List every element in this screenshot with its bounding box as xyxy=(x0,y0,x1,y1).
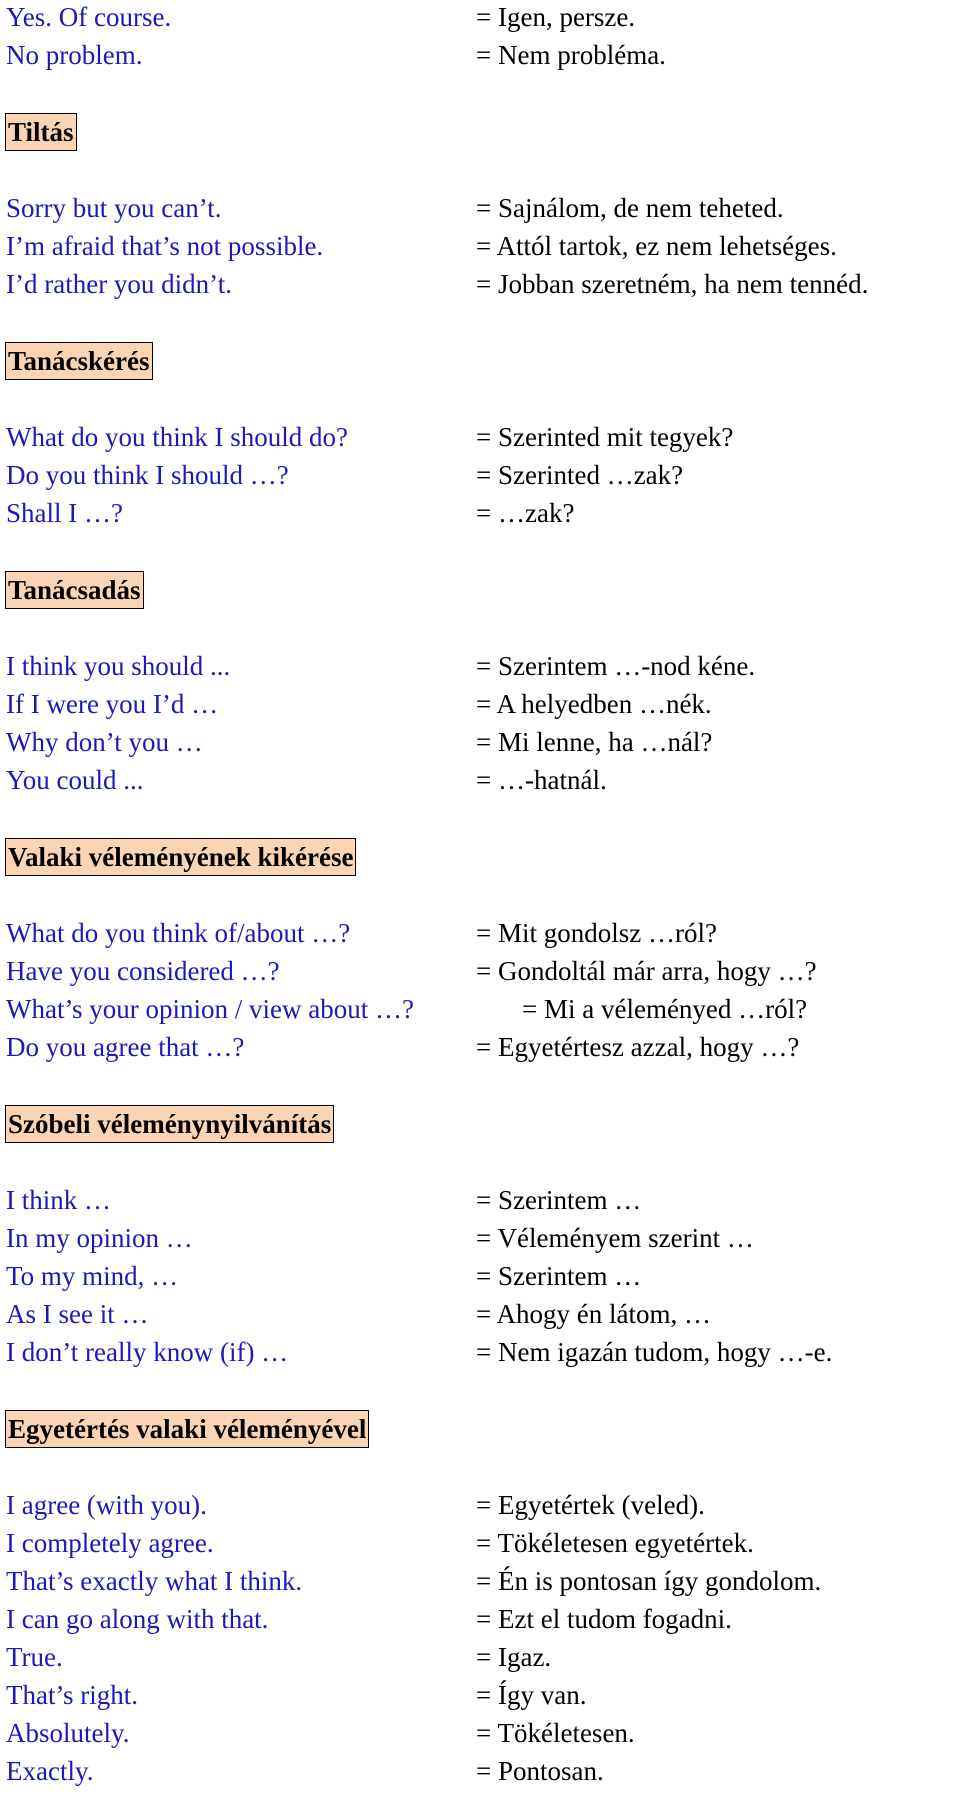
phrase-row xyxy=(6,1752,956,1790)
phrase-row xyxy=(6,1562,956,1600)
english-phrase: I can go along with that. xyxy=(6,1604,269,1634)
section-heading: Egyetértés valaki véleményével xyxy=(5,1410,369,1448)
phrase-row xyxy=(6,265,956,303)
english-phrase: That’s right. xyxy=(6,1680,138,1710)
english-phrase: I’m afraid that’s not possible. xyxy=(6,231,324,261)
english-phrase: I don’t really know (if) … xyxy=(6,1337,289,1367)
phrase-row xyxy=(6,1486,956,1524)
english-phrase: To my mind, … xyxy=(6,1261,179,1291)
phrase-section xyxy=(6,303,956,532)
english-phrase: That’s exactly what I think. xyxy=(6,1566,303,1596)
english-phrase: Yes. Of course. xyxy=(6,2,172,32)
english-phrase: Have you considered …? xyxy=(6,956,280,986)
phrase-row xyxy=(6,1333,956,1371)
english-phrase: Exactly. xyxy=(6,1756,94,1786)
english-phrase: Sorry but you can’t. xyxy=(6,193,222,223)
english-phrase: Absolutely. xyxy=(6,1718,130,1748)
english-phrase: I agree (with you). xyxy=(6,1490,207,1520)
english-phrase: If I were you I’d … xyxy=(6,689,219,719)
hungarian-translation: = Egyetértesz azzal, hogy …? xyxy=(476,1032,800,1062)
phrase-row xyxy=(6,418,956,456)
phrase-row xyxy=(6,990,956,1028)
phrase-row xyxy=(6,952,956,990)
phrase-section xyxy=(6,799,956,1066)
english-phrase: What’s your opinion / view about …? xyxy=(6,994,414,1024)
section-heading: Tanácsadás xyxy=(5,571,144,609)
phrase-section xyxy=(6,532,956,799)
english-phrase: You could ... xyxy=(6,765,144,795)
phrase-row xyxy=(6,1600,956,1638)
hungarian-translation: = Nem probléma. xyxy=(476,40,666,70)
hungarian-translation: = Szerintem …-nod kéne. xyxy=(476,651,756,681)
hungarian-translation: = Tökéletesen egyetértek. xyxy=(476,1528,754,1558)
hungarian-translation: = Tökéletesen. xyxy=(476,1718,635,1748)
section-heading: Tanácskérés xyxy=(5,342,153,380)
phrase-section xyxy=(6,74,956,303)
hungarian-translation: = Véleményem szerint … xyxy=(476,1223,754,1253)
hungarian-translation: = Egyetértek (veled). xyxy=(476,1490,705,1520)
hungarian-translation: = Így van. xyxy=(476,1680,587,1710)
phrase-row xyxy=(6,1257,956,1295)
hungarian-translation: = Igen, persze. xyxy=(476,2,636,32)
english-phrase: True. xyxy=(6,1642,63,1672)
hungarian-translation: = Mi a véleményed …ról? xyxy=(522,994,808,1024)
hungarian-translation: = …zak? xyxy=(476,498,575,528)
phrase-row xyxy=(6,1219,956,1257)
hungarian-translation: = A helyedben …nék. xyxy=(476,689,712,719)
phrase-section xyxy=(6,1371,956,1790)
english-phrase: What do you think I should do? xyxy=(6,422,348,452)
phrase-row xyxy=(6,1181,956,1219)
hungarian-translation: = Nem igazán tudom, hogy …-e. xyxy=(476,1337,833,1367)
phrase-row xyxy=(6,685,956,723)
english-phrase: As I see it … xyxy=(6,1299,149,1329)
phrase-row xyxy=(6,1676,956,1714)
hungarian-translation: = Sajnálom, de nem teheted. xyxy=(476,193,784,223)
hungarian-translation: = Szerinted …zak? xyxy=(476,460,684,490)
hungarian-translation: = Mi lenne, ha …nál? xyxy=(476,727,713,757)
english-phrase: I think … xyxy=(6,1185,111,1215)
phrase-row xyxy=(6,723,956,761)
english-phrase: Do you agree that …? xyxy=(6,1032,245,1062)
phrase-row xyxy=(6,227,956,265)
phrase-row xyxy=(6,1638,956,1676)
english-phrase: Why don’t you … xyxy=(6,727,203,757)
phrase-row xyxy=(6,914,956,952)
hungarian-translation: = Igaz. xyxy=(476,1642,552,1672)
hungarian-translation: = Ahogy én látom, … xyxy=(476,1299,711,1329)
phrase-row xyxy=(6,1028,956,1066)
english-phrase: I think you should ... xyxy=(6,651,231,681)
english-phrase: Shall I …? xyxy=(6,498,123,528)
hungarian-translation: = Szerintem … xyxy=(476,1185,642,1215)
english-phrase: No problem. xyxy=(6,40,143,70)
phrase-row xyxy=(6,494,956,532)
phrase-row xyxy=(6,1524,956,1562)
english-phrase: I’d rather you didn’t. xyxy=(6,269,232,299)
phrase-row xyxy=(6,647,956,685)
hungarian-translation: = Jobban szeretném, ha nem tennéd. xyxy=(476,269,869,299)
hungarian-translation: = Pontosan. xyxy=(476,1756,604,1786)
phrase-row xyxy=(6,0,956,36)
phrase-section xyxy=(6,1066,956,1371)
section-heading: Tiltás xyxy=(5,113,77,151)
hungarian-translation: = Ezt el tudom fogadni. xyxy=(476,1604,732,1634)
english-phrase: I completely agree. xyxy=(6,1528,214,1558)
phrase-row xyxy=(6,189,956,227)
hungarian-translation: = Gondoltál már arra, hogy …? xyxy=(476,956,817,986)
hungarian-translation: = Szerintem … xyxy=(476,1261,642,1291)
english-phrase: In my opinion … xyxy=(6,1223,193,1253)
section-heading: Szóbeli véleménynyilvánítás xyxy=(5,1105,334,1143)
hungarian-translation: = Szerinted mit tegyek? xyxy=(476,422,734,452)
english-phrase: Do you think I should …? xyxy=(6,460,289,490)
phrase-row xyxy=(6,1714,956,1752)
phrase-document xyxy=(6,0,956,1790)
hungarian-translation: = Mit gondolsz …ról? xyxy=(476,918,717,948)
section-heading: Valaki véleményének kikérése xyxy=(5,838,356,876)
hungarian-translation: = …-hatnál. xyxy=(476,765,607,795)
english-phrase: What do you think of/about …? xyxy=(6,918,351,948)
phrase-row xyxy=(6,456,956,494)
phrase-row xyxy=(6,36,956,74)
hungarian-translation: = Én is pontosan így gondolom. xyxy=(476,1566,822,1596)
hungarian-translation: = Attól tartok, ez nem lehetséges. xyxy=(476,231,837,261)
phrase-row xyxy=(6,1295,956,1333)
phrase-row xyxy=(6,761,956,799)
